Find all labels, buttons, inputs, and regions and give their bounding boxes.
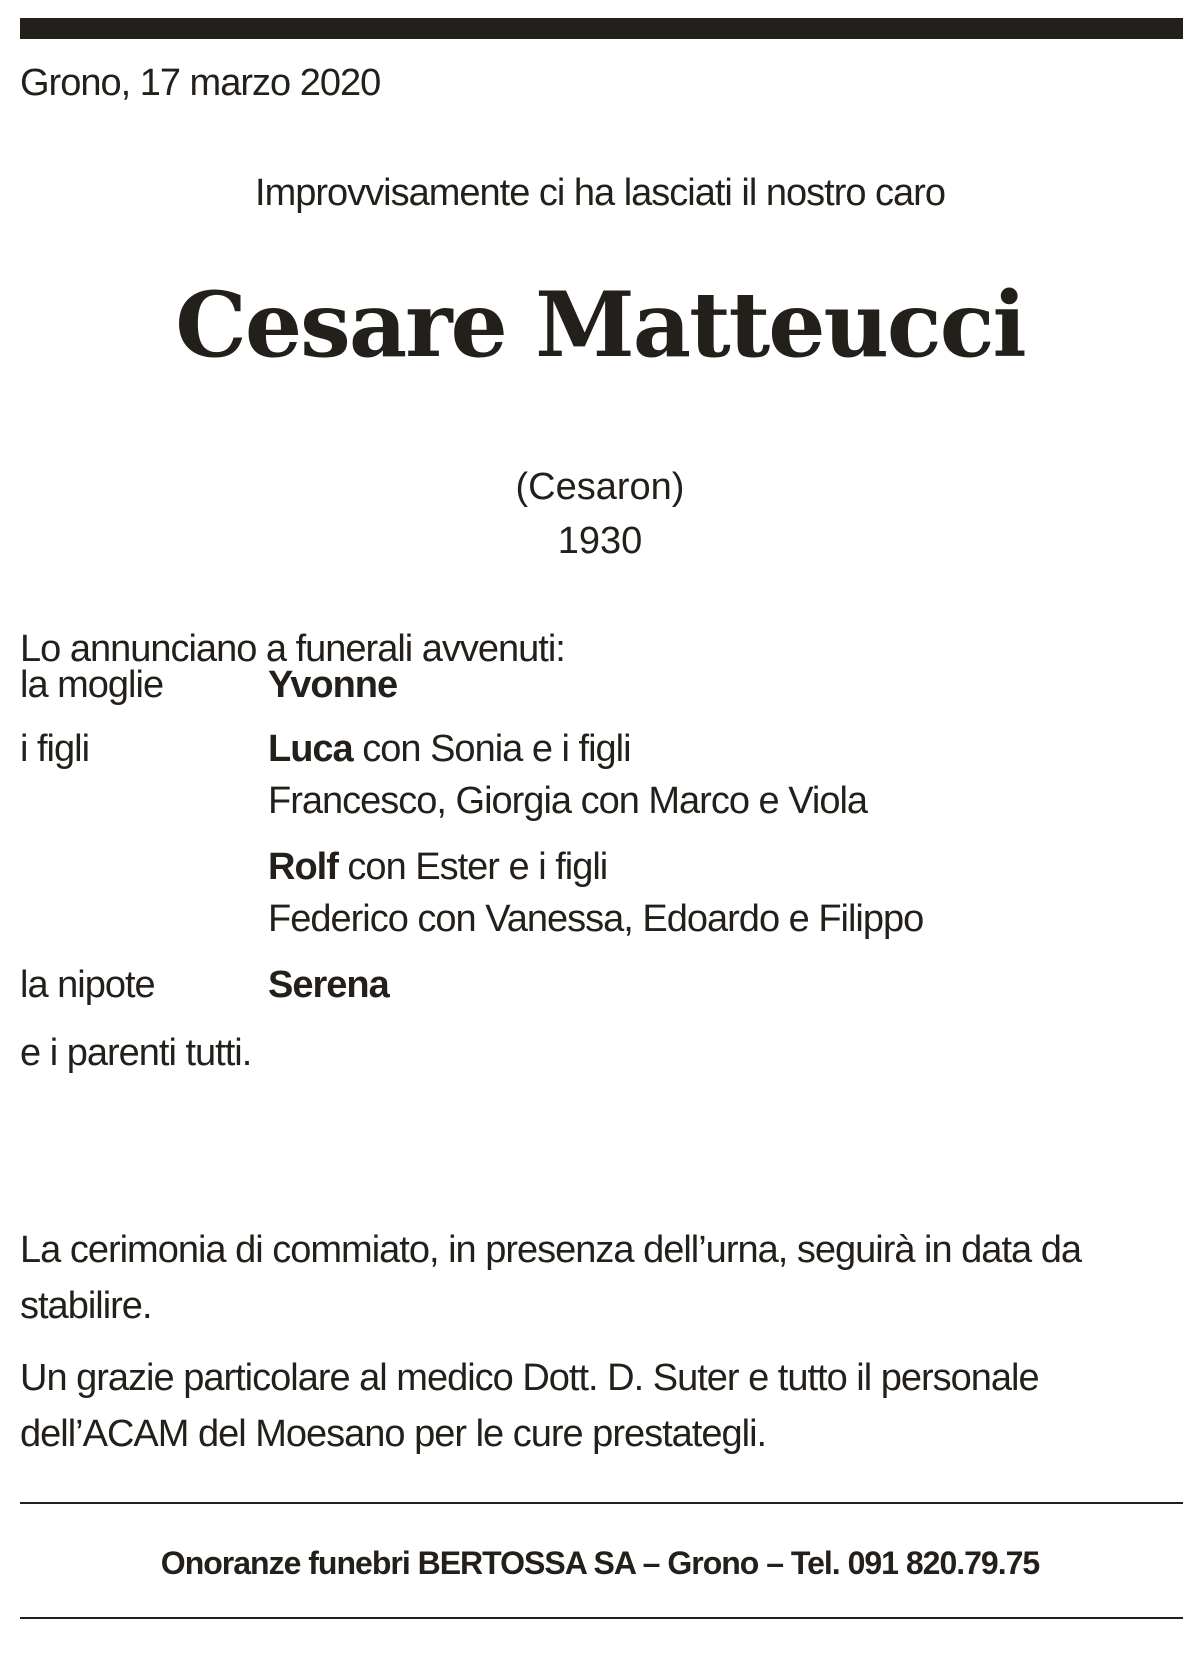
- ceremony-text: La cerimonia di commiato, in presenza dell’urna, seguirà in data da stabilire.: [20, 1229, 1081, 1327]
- intro-text: Improvvisamente ci ha lasciati il nostro caro: [255, 172, 945, 214]
- child2-name: Rolf: [268, 846, 338, 888]
- child1-rest: con Sonia e i figli: [352, 728, 631, 770]
- announce-text: Lo annunciano a funerali avvenuti:: [20, 628, 565, 670]
- child1-name: Luca: [268, 728, 353, 770]
- children-label: i figli: [20, 728, 90, 770]
- child2-line2: Federico con Vanessa, Edoardo e Filippo: [268, 898, 924, 940]
- wife-label: la moglie: [20, 664, 164, 706]
- relatives-text: e i parenti tutti.: [20, 1032, 252, 1074]
- thanks-text: Un grazie particolare al medico Dott. D. Suter e tutto il personale dell’ACAM del Moesano per le cure prestategli.: [20, 1357, 1039, 1455]
- child1-line2: Francesco, Giorgia con Marco e Viola: [268, 780, 868, 822]
- niece-entry: [268, 964, 389, 1007]
- footer-rule-top: [20, 1502, 1183, 1504]
- footer-rule-bottom: [20, 1617, 1183, 1619]
- wife-entry: [268, 664, 397, 707]
- top-rule: [20, 18, 1183, 39]
- niece-name: Serena: [268, 964, 389, 1006]
- wife-name: Yvonne: [268, 664, 398, 706]
- birth-year: 1930: [557, 520, 643, 562]
- funeral-home-footer: Onoranze funebri BERTOSSA SA – Grono – Tel. 091 820.79.75: [160, 1545, 1040, 1581]
- niece-label: la nipote: [20, 964, 155, 1006]
- nickname: (Cesaron): [515, 466, 685, 508]
- deceased-name: Cesare Matteucci: [175, 272, 1025, 378]
- child2-entry: [268, 846, 607, 889]
- child1-entry: [268, 728, 631, 771]
- child2-rest: con Ester e i figli: [337, 846, 608, 888]
- place-date: Grono, 17 marzo 2020: [20, 62, 381, 104]
